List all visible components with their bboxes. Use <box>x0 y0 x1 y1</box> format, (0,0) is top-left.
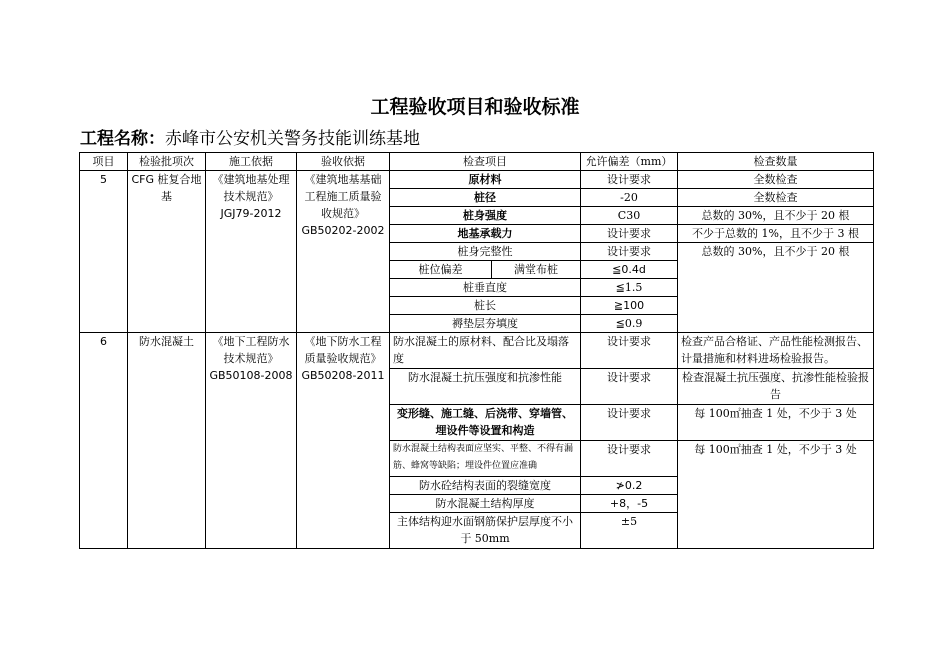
check-item: 地基承载力 <box>390 225 581 243</box>
check-item: 桩身完整性 <box>390 243 581 261</box>
check-quantity: 每 100㎡抽查 1 处，不少于 3 处 <box>678 405 874 441</box>
construction-basis <box>206 171 297 333</box>
item-number: 5 <box>80 171 128 333</box>
tolerance: ≦0.9 <box>581 315 678 333</box>
batch-name: 防水混凝土 <box>128 333 206 549</box>
header-cell: 检查数量 <box>678 153 874 171</box>
acceptance-code: GB50208-2011 <box>301 369 385 382</box>
tolerance: ≯0.2 <box>581 477 678 495</box>
acceptance-basis <box>297 333 390 549</box>
header-cell: 施工依据 <box>206 153 297 171</box>
check-quantity: 总数的 30%，且不少于 20 根 <box>678 243 874 333</box>
check-item-subtable <box>390 261 580 278</box>
check-item: 变形缝、施工缝、后浇带、穿墙管、埋设件等设置和构造 <box>390 405 581 441</box>
check-item: 桩长 <box>390 297 581 315</box>
check-item: 防水混凝土结构厚度 <box>390 495 581 513</box>
tolerance: 设计要求 <box>581 243 678 261</box>
project-label: 工程名称： <box>80 129 165 149</box>
check-item: 防水混凝土结构表面应坚实、平整、不得有漏筋、蜂窝等缺陷；埋设件位置应准确 <box>390 441 581 477</box>
check-quantity: 总数的 30%，且不少于 20 根 <box>678 207 874 225</box>
check-quantity: 检查产品合格证、产品性能检测报告、计量措施和材料进场检验报告。 <box>678 333 874 369</box>
check-quantity: 每 100㎡抽查 1 处，不少于 3 处 <box>678 441 874 549</box>
check-item: 桩身强度 <box>390 207 581 225</box>
check-item: 原材料 <box>390 171 581 189</box>
check-quantity: 全数检查 <box>678 171 874 189</box>
check-item: 防水砼结构表面的裂缝宽度 <box>390 477 581 495</box>
basis-text: 《建筑地基处理技术规范》 <box>212 173 290 203</box>
acceptance-code: GB50202-2002 <box>301 224 385 237</box>
construction-basis <box>206 333 297 549</box>
tolerance: C30 <box>581 207 678 225</box>
table-row <box>80 333 874 369</box>
header-cell: 验收依据 <box>297 153 390 171</box>
check-item: 防水混凝土抗压强度和抗渗性能 <box>390 369 581 405</box>
tolerance: 设计要求 <box>581 405 678 441</box>
tolerance: 设计要求 <box>581 333 678 369</box>
tolerance: ≧100 <box>581 297 678 315</box>
check-subitem: 满堂布桩 <box>514 263 558 276</box>
page-title: 工程验收项目和验收标准 <box>370 96 580 118</box>
header-cell: 项目 <box>80 153 128 171</box>
tolerance: 设计要求 <box>581 441 678 477</box>
check-item: 桩径 <box>390 189 581 207</box>
header-cell: 允许偏差（mm） <box>581 153 678 171</box>
check-item: 褥垫层夯填度 <box>390 315 581 333</box>
tolerance: ±5 <box>581 513 678 549</box>
check-item: 桩位偏差 <box>390 261 492 278</box>
basis-code: JGJ79-2012 <box>220 207 282 220</box>
tolerance: ≦1.5 <box>581 279 678 297</box>
batch-name: CFG 桩复合地基 <box>128 171 206 333</box>
tolerance: 设计要求 <box>581 171 678 189</box>
item-number: 6 <box>80 333 128 549</box>
table-row <box>80 171 874 189</box>
check-quantity: 不少于总数的 1%，且不少于 3 根 <box>678 225 874 243</box>
tolerance: 设计要求 <box>581 369 678 405</box>
check-item-split <box>390 261 581 279</box>
header-cell: 检查项目 <box>390 153 581 171</box>
project-name: 赤峰市公安机关警务技能训练基地 <box>165 129 420 149</box>
check-item: 桩垂直度 <box>390 279 581 297</box>
tolerance: ≦0.4d <box>581 261 678 279</box>
check-item: 主体结构迎水面钢筋保护层厚度不小于 50mm <box>390 513 581 549</box>
acceptance-text: 《建筑地基基础工程施工质量验收规范》 <box>304 173 382 220</box>
project-name-line <box>80 124 420 149</box>
basis-text: 《地下工程防水技术规范》 <box>212 335 290 365</box>
table-header-row <box>80 153 874 171</box>
tolerance: 设计要求 <box>581 225 678 243</box>
acceptance-basis <box>297 171 390 333</box>
check-item: 防水混凝土的原材料、配合比及塌落度 <box>390 333 581 369</box>
tolerance: +8，-5 <box>581 495 678 513</box>
check-quantity: 全数检查 <box>678 189 874 207</box>
check-quantity: 检查混凝土抗压强度、抗渗性能检验报告 <box>678 369 874 405</box>
header-cell: 检验批项次 <box>128 153 206 171</box>
acceptance-text: 《地下防水工程质量验收规范》 <box>304 335 382 365</box>
acceptance-table <box>79 152 874 549</box>
basis-code: GB50108-2008 <box>209 369 293 382</box>
tolerance: -20 <box>581 189 678 207</box>
